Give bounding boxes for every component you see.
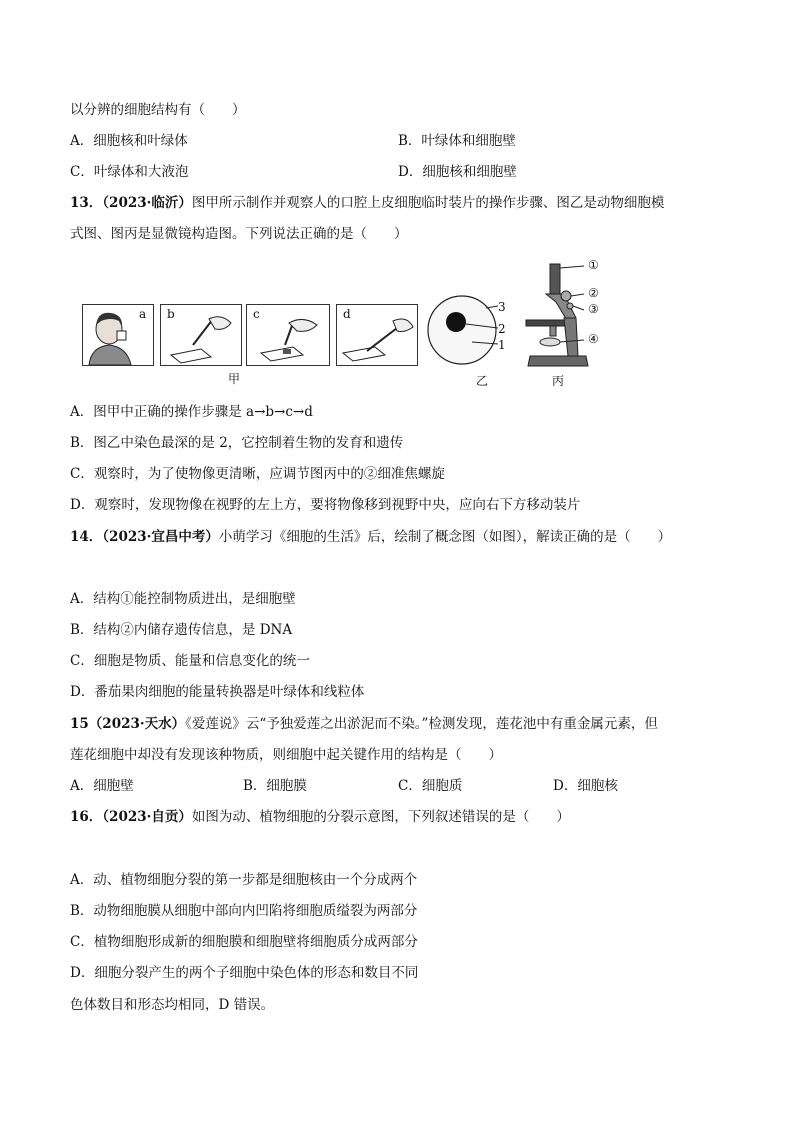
microscope-diagram (516, 258, 596, 370)
q13-source: （2023·临沂） (102, 195, 192, 211)
q14-option-d: D．番茄果肉细胞的能量转换器是叶绿体和线粒体 (70, 684, 365, 700)
q15-number: 15 (70, 716, 89, 732)
q15-option-b: B．细胞膜 (243, 778, 307, 794)
microscope-label-2: ② (588, 286, 599, 300)
cell-label-3: 3 (498, 300, 506, 314)
microscope-label-4: ④ (588, 332, 599, 346)
q13-option-d: D．观察时，发现物像在视野的左上方，要将物像移到视野中央，应向右下方移动装片 (70, 497, 581, 513)
caption-jia: 甲 (228, 372, 241, 386)
figure-panel-c (246, 304, 330, 366)
q14-option-b: B．结构②内储存遗传信息，是 DNA (70, 622, 293, 638)
cell-label-2: 2 (498, 322, 506, 336)
microscope-label-3: ③ (588, 302, 599, 316)
panel-b-label: b (167, 307, 175, 321)
q14-stem (70, 527, 671, 547)
q15-source: （2023·天水） (88, 716, 186, 732)
q13-option-a: A．图甲中正确的操作步骤是 a→b→c→d (70, 404, 313, 420)
q15-option-d: D．细胞核 (553, 778, 618, 794)
figure-panel-a (82, 304, 154, 366)
figure-panel-b (160, 304, 242, 366)
q15-stem (70, 714, 658, 734)
q13-figure (80, 258, 620, 390)
panel-c-label: c (253, 307, 260, 321)
q13-option-c: C．观察时，为了使物像更清晰，应调节图丙中的②细准焦螺旋 (70, 466, 445, 482)
q14-source: （2023·宜昌中考） (102, 529, 219, 545)
q14-number: 14． (70, 529, 103, 545)
q12-option-c: C．叶绿体和大液泡 (70, 164, 189, 180)
panel-d-label: d (343, 307, 351, 321)
q12-option-b: B．叶绿体和细胞壁 (398, 133, 516, 149)
intro-line: 以分辨的细胞结构有（ ） (70, 102, 246, 118)
q15-option-a: A．细胞壁 (70, 778, 134, 794)
q16-option-c: C．植物细胞形成新的细胞膜和细胞壁将细胞质分成两部分 (70, 934, 418, 950)
q15-option-c: C．细胞质 (398, 778, 463, 794)
figure-panel-d (336, 304, 418, 366)
q12-option-a: A．细胞核和叶绿体 (70, 133, 188, 149)
q13-stem-line2: 式图、图丙是显微镜构造图。下列说法正确的是（ ） (70, 226, 408, 242)
panel-a-label: a (139, 307, 147, 321)
q14-stem-text: 小萌学习《细胞的生活》后，绘制了概念图（如图），解读正确的是（ ） (218, 529, 672, 545)
q16-option-b: B．动物细胞膜从细胞中部向内凹陷将细胞质缢裂为两部分 (70, 903, 418, 919)
q15-stem-line2: 莲花细胞中却没有发现该种物质，则细胞中起关键作用的结构是（ ） (70, 747, 502, 763)
q13-option-b: B．图乙中染色最深的是 2，它控制着生物的发育和遗传 (70, 435, 404, 451)
q16-source: （2023·自贡） (102, 809, 192, 825)
q16-option-d: D．细胞分裂产生的两个子细胞中染色体的形态和数目不同 (70, 965, 419, 981)
q13-stem (70, 193, 664, 213)
q13-number: 13． (70, 195, 103, 211)
q16-number: 16． (70, 809, 103, 825)
cell-label-1: 1 (498, 338, 506, 352)
microscope-label-1: ① (588, 258, 599, 272)
q14-option-a: A．结构①能控制物质进出，是细胞壁 (70, 591, 296, 607)
caption-bing: 丙 (552, 374, 565, 388)
answer-fragment: 色体数目和形态均相同，D 错误。 (70, 997, 275, 1013)
q16-stem (70, 807, 570, 827)
q12-option-d: D．细胞核和细胞壁 (398, 164, 517, 180)
caption-yi: 乙 (476, 374, 489, 388)
q16-stem-text: 如图为动、植物细胞的分裂示意图，下列叙述错误的是（ ） (191, 809, 570, 825)
q14-option-c: C．细胞是物质、能量和信息变化的统一 (70, 653, 310, 669)
q13-stem-line1: 图甲所示制作并观察人的口腔上皮细胞临时装片的操作步骤、图乙是动物细胞模 (191, 195, 665, 211)
q16-option-a: A．动、植物细胞分裂的第一步都是细胞核由一个分成两个 (70, 872, 418, 888)
q15-stem-line1: 《爱莲说》云“予独爱莲之出淤泥而不染。”检测发现，莲花池中有重金属元素，但 (185, 716, 658, 732)
